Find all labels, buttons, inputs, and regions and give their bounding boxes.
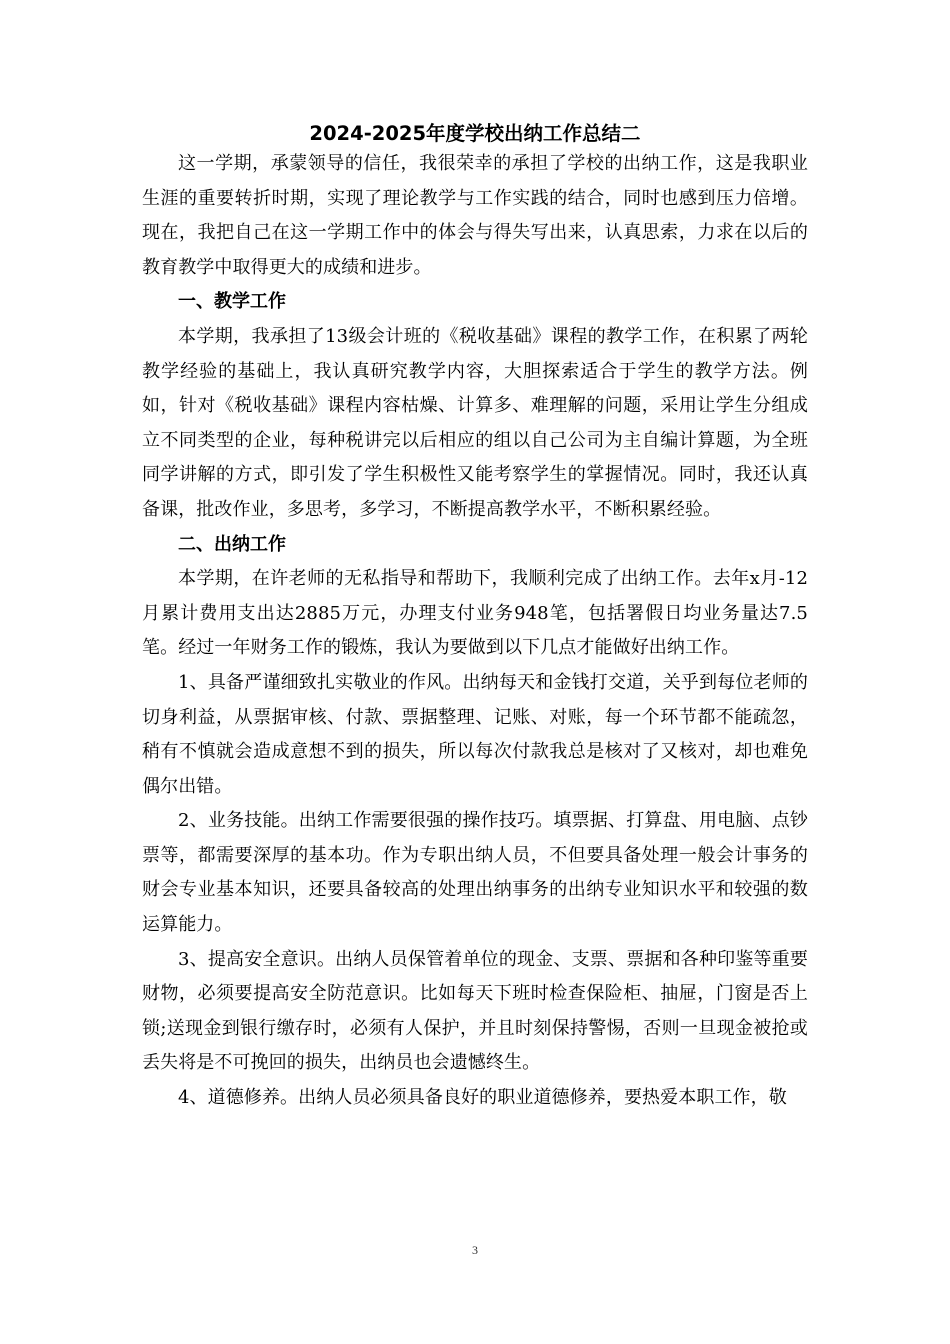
cashier-paragraph: 本学期，在许老师的无私指导和帮助下，我顺利完成了出纳工作。去年x月-12月累计费用支出达2885万元，办理支付业务948笔，包括署假日均业务量达7.5笔。经过一年财务工作的锻炼，我认为要做到以下几点才能做好出纳工作。 [142, 568, 808, 659]
point-paragraph-2: 2、业务技能。出纳工作需要很强的操作技巧。填票据、打算盘、用电脑、点钞票等，都需要深厚的基本功。作为专职出纳人员，不但要具备处理一般会计事务的财会专业基本知识，还要具备较高的处理出纳事务的出纳专业知识水平和较强的数运算能力。 [142, 810, 808, 936]
point-paragraph-4: 4、道德修养。出纳人员必须具备良好的职业道德修养，要热爱本职工作，敬 [178, 1087, 787, 1109]
point-paragraph-1: 1、具备严谨细致扎实敬业的作风。出纳每天和金钱打交道，关乎到每位老师的切身利益，从票据审核、付款、票据整理、记账、对账，每一个环节都不能疏忽，稍有不慎就会造成意想不到的损失，所以每次付款我总是核对了又核对，却也难免偶尔出错。 [142, 671, 808, 797]
section-heading-teaching: 一、教学工作 [178, 291, 286, 313]
document-title: 2024-2025年度学校出纳工作总结二 [309, 122, 641, 145]
intro-paragraph: 这一学期，承蒙领导的信任，我很荣幸的承担了学校的出纳工作，这是我职业生涯的重要转折时期，实现了理论教学与工作实践的结合，同时也感到压力倍增。现在，我把自己在这一学期工作中的体会与得失写出来，认真思索，力求在以后的教育教学中取得更大的成绩和进步。 [142, 153, 808, 278]
point-paragraph-3: 3、提高安全意识。出纳人员保管着单位的现金、支票、票据和各种印鉴等重要财物，必须要提高安全防范意识。比如每天下班时检查保险柜、抽屉，门窗是否上锁;送现金到银行缴存时，必须有人保护，并且时刻保持警惕，否则一旦现金被抢或丢失将是不可挽回的损失，出纳员也会遗憾终生。 [142, 948, 808, 1074]
document-body [142, 147, 808, 1116]
section-heading-cashier: 二、出纳工作 [178, 533, 286, 555]
page-number: 3 [472, 1243, 478, 1257]
teaching-paragraph: 本学期，我承担了13级会计班的《税收基础》课程的教学工作，在积累了两轮教学经验的基础上，我认真研究教学内容，大胆探索适合于学生的教学方法。例如，针对《税收基础》课程内容枯燥、计算多、难理解的问题，采用让学生分组成立不同类型的企业，每种税讲完以后相应的组以自己公司为主自编计算题，为全班同学讲解的方式，即引发了学生积极性又能考察学生的掌握情况。同时，我还认真备课，批改作业，多思考，多学习，不断提高教学水平，不断积累经验。 [142, 325, 808, 520]
